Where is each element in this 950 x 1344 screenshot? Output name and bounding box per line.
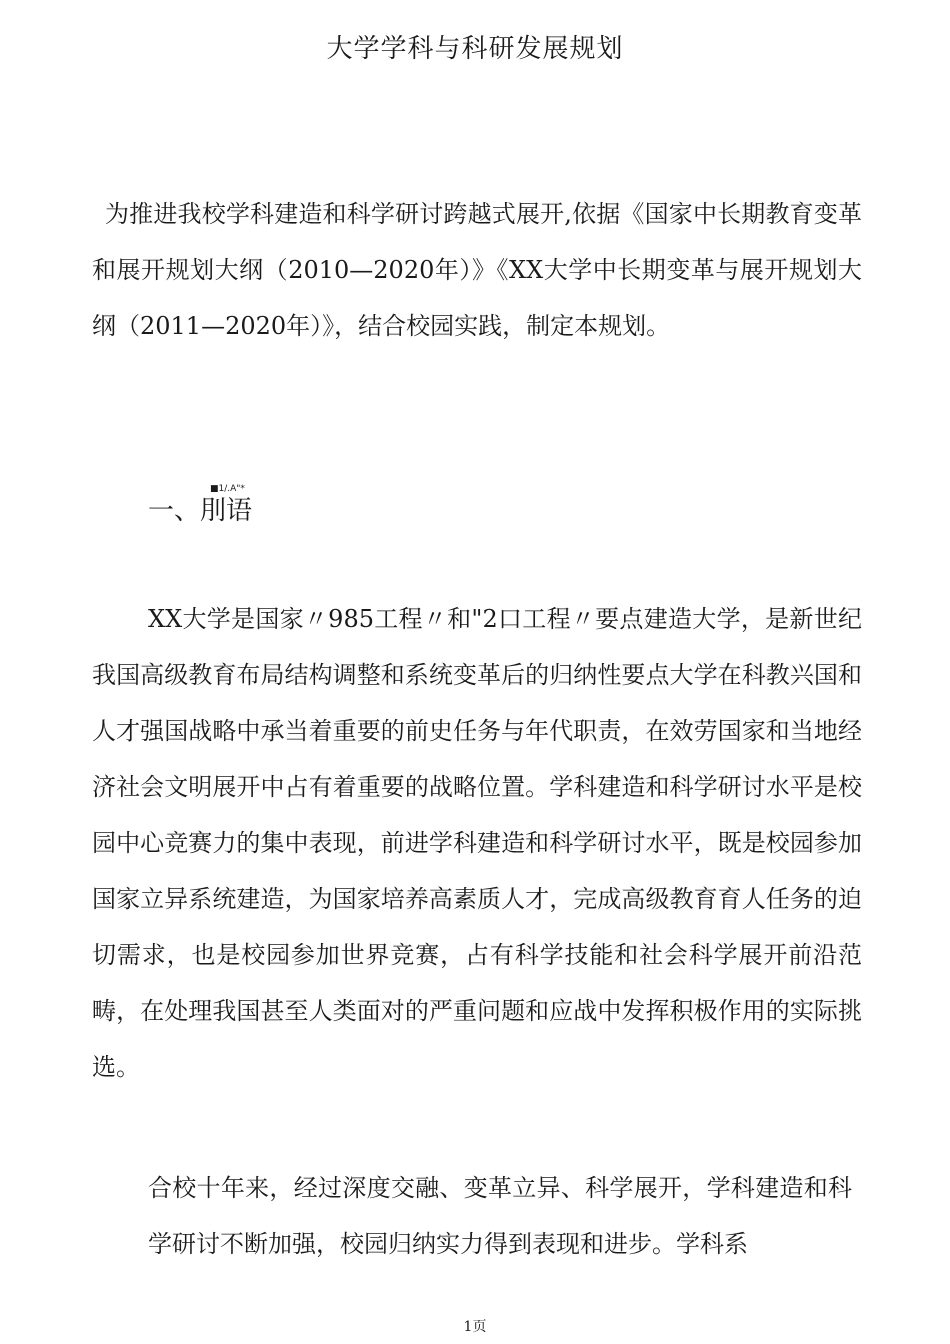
document-title: 大学学科与科研发展规划 [326,34,624,64]
section-heading: 一、刖语 [148,496,253,526]
page-number: 1页 [463,1319,487,1335]
heading-annotation: ■1/.A"* [210,484,245,494]
intro-paragraph: 为推进我校学科建造和科学研讨跨越式展开,依据《国家中长期教育变革和展开规划大纲（2010—2020年）》《XX大学中长期变革与展开规划大纲（2011—2020年）》，结合校园实践，制定本规划。 [92,200,862,340]
body-paragraph-1: XX大学是国家〃985工程〃和"2口工程〃要点建造大学，是新世纪我国高级教育布局结构调整和系统变革后的归纳性要点大学在科教兴国和人才强国战略中承当着重要的前史任务与年代职责，在效劳国家和当地经济社会文明展开中占有着重要的战略位置。学科建造和科学研讨水平是校园中心竞赛力的集中表现，前进学科建造和科学研讨水平，既是校园参加国家立异系统建造，为国家培养高素质人才，完成高级教育育人任务的迫切需求，也是校园参加世界竞赛，占有科学技能和社会科学展开前沿范畴，在处理我国甚至人类面对的严重问题和应战中发挥积极作用的实际挑选。 [92,605,862,1081]
body-paragraph-2: 合校十年来，经过深度交融、变革立异、科学展开，学科建造和科学研讨不断加强，校园归纳实力得到表现和进步。学科系 [148,1174,852,1258]
